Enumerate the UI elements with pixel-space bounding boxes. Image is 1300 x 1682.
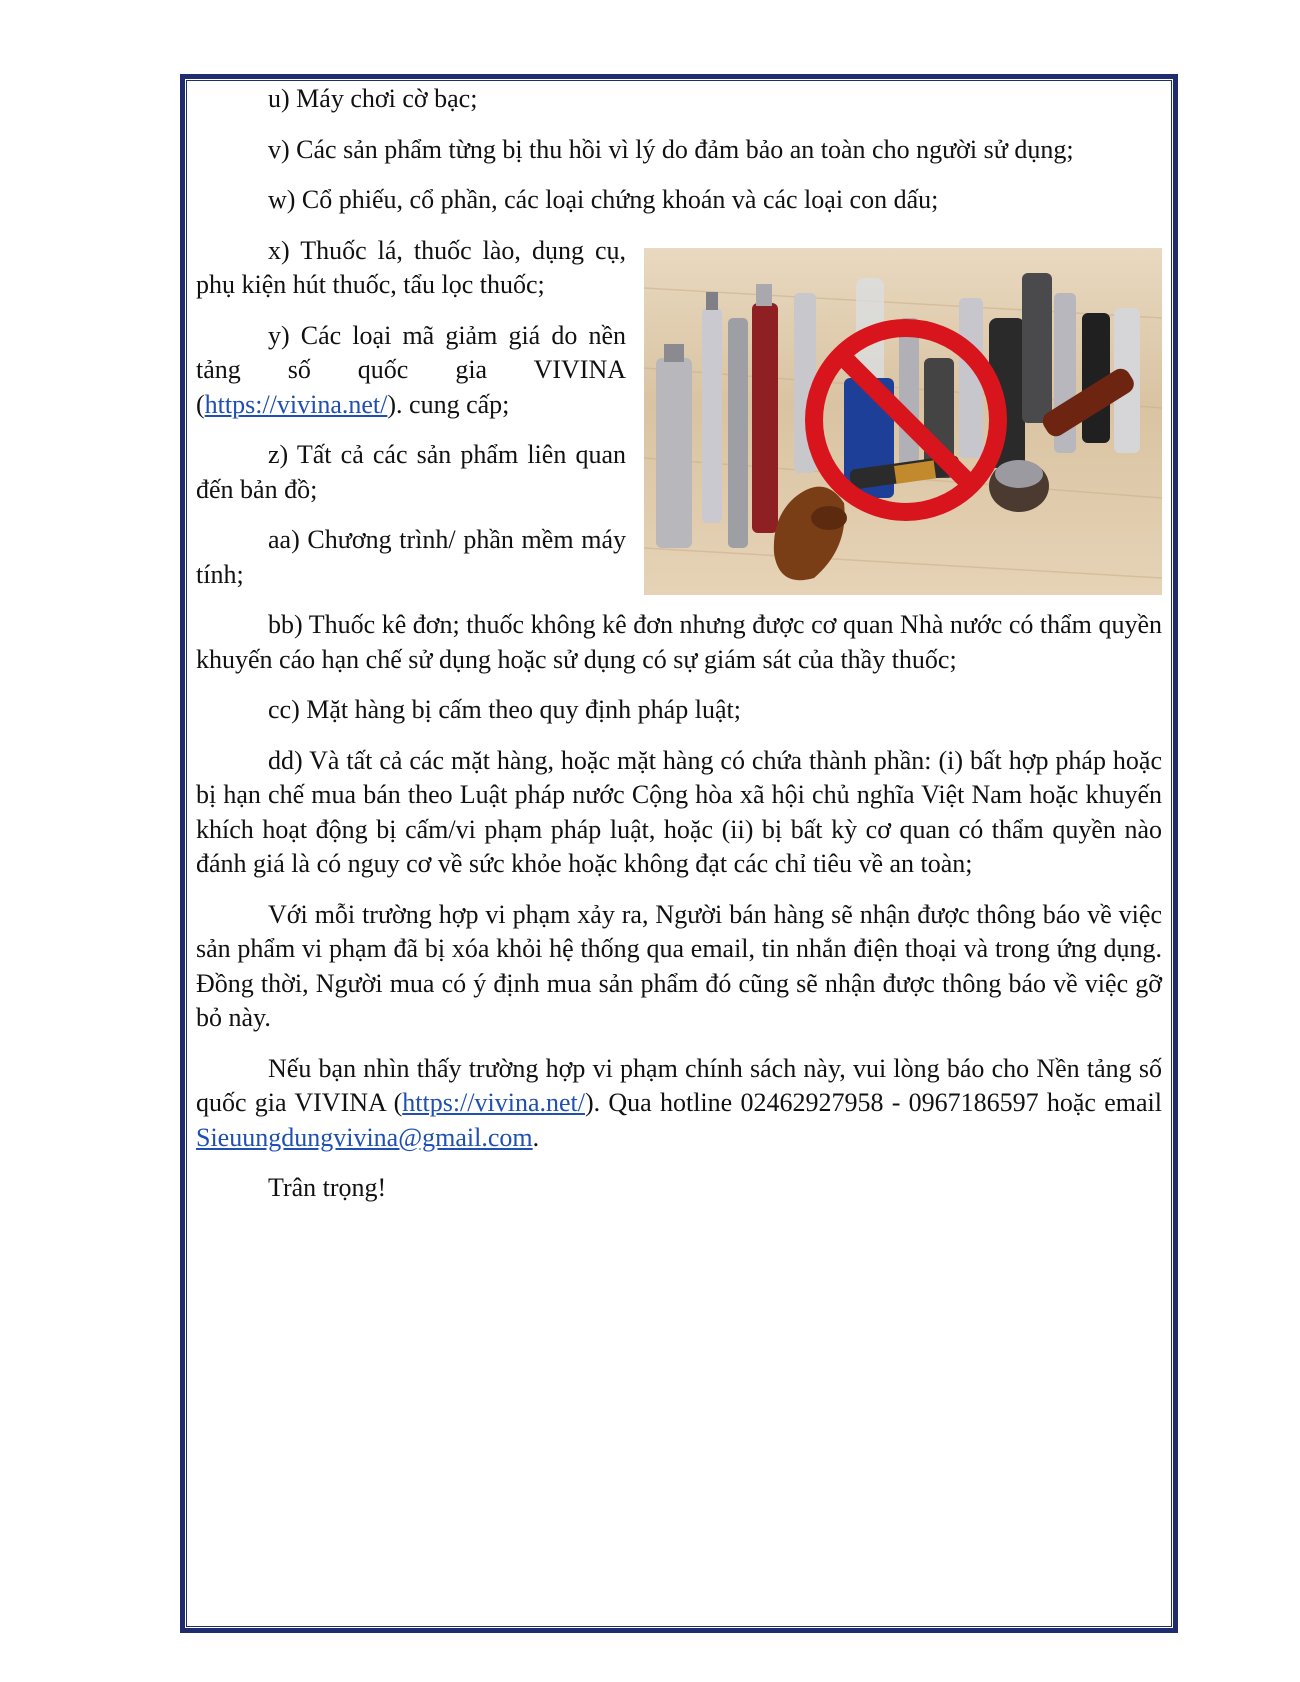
contact-text-after: . (532, 1122, 540, 1152)
item-x: x) Thuốc lá, thuốc lào, dụng cụ, phụ kiện hút thuốc, tẩu lọc thuốc; (196, 235, 626, 299)
item-y-text-after: ). cung cấp; (387, 389, 510, 419)
notice-paragraph: Với mỗi trường hợp vi phạm xảy ra, Người bán hàng sẽ nhận được thông báo về việc sản phẩm vi phạm đã bị xóa khỏi hệ thống qua email, tin nhắn điện thoại và trong ứng dụng. Đồng thời, Người mua có ý định mua sản phẩm đó cũng sẽ nhận được thông báo về việc gỡ bỏ này. (196, 899, 1162, 1032)
contact-text-before: Nếu bạn nhìn thấy trường hợp vi phạm chính sách này, vui lòng báo cho Nền tảng số quốc gia VIVINA ( (196, 1053, 1162, 1117)
item-bb: bb) Thuốc kê đơn; thuốc không kê đơn nhưng được cơ quan Nhà nước có thẩm quyền khuyến cáo hạn chế sử dụng hoặc sử dụng có sự giám sát của thầy thuốc; (196, 610, 1162, 674)
item-z: z) Tất cả các sản phẩm liên quan đến bản đồ; (196, 440, 626, 504)
contact-text-middle: ). Qua hotline 02462927958 - 0967186597 hoặc email (584, 1088, 1162, 1117)
item-y-text-before: y) Các loại mã giảm giá do nền tảng số quốc gia VIVINA ( (196, 320, 626, 419)
document-body (196, 82, 1162, 1222)
vivina-contact-link[interactable]: https://vivina.net/ (402, 1088, 585, 1117)
item-cc: cc) Mặt hàng bị cấm theo quy định pháp luật; (268, 695, 741, 724)
item-w: w) Cổ phiếu, cổ phần, các loại chứng khoán và các loại con dấu; (268, 185, 939, 214)
item-aa: aa) Chương trình/ phần mềm máy tính; (196, 525, 626, 589)
vivina-link[interactable]: https://vivina.net/ (204, 389, 388, 419)
support-email-link[interactable]: Sieuungdungvivina@gmail.com (196, 1122, 533, 1152)
item-u: u) Máy chơi cờ bạc; (268, 84, 478, 113)
no-smoking-prohibition-icon (644, 248, 1162, 595)
item-v: v) Các sản phẩm từng bị thu hồi vì lý do đảm bảo an toàn cho người sử dụng; (268, 134, 1074, 164)
item-dd: dd) Và tất cả các mặt hàng, hoặc mặt hàng có chứa thành phần: (i) bất hợp pháp hoặc bị hạn chế mua bán theo Luật pháp nước Cộng hòa xã hội chủ nghĩa Việt Nam hoặc khuyến khích hoạt động bị cấm/vi phạm pháp luật, hoặc (ii) bị bất kỳ cơ quan có thẩm quyền nào đánh giá là có nguy cơ về sức khỏe hoặc không đạt các chỉ tiêu về an toàn; (196, 745, 1162, 878)
closing-line: Trân trọng! (268, 1173, 387, 1202)
e-cigarette-prohibition-photo (644, 248, 1162, 595)
contact-paragraph (196, 1052, 1162, 1156)
